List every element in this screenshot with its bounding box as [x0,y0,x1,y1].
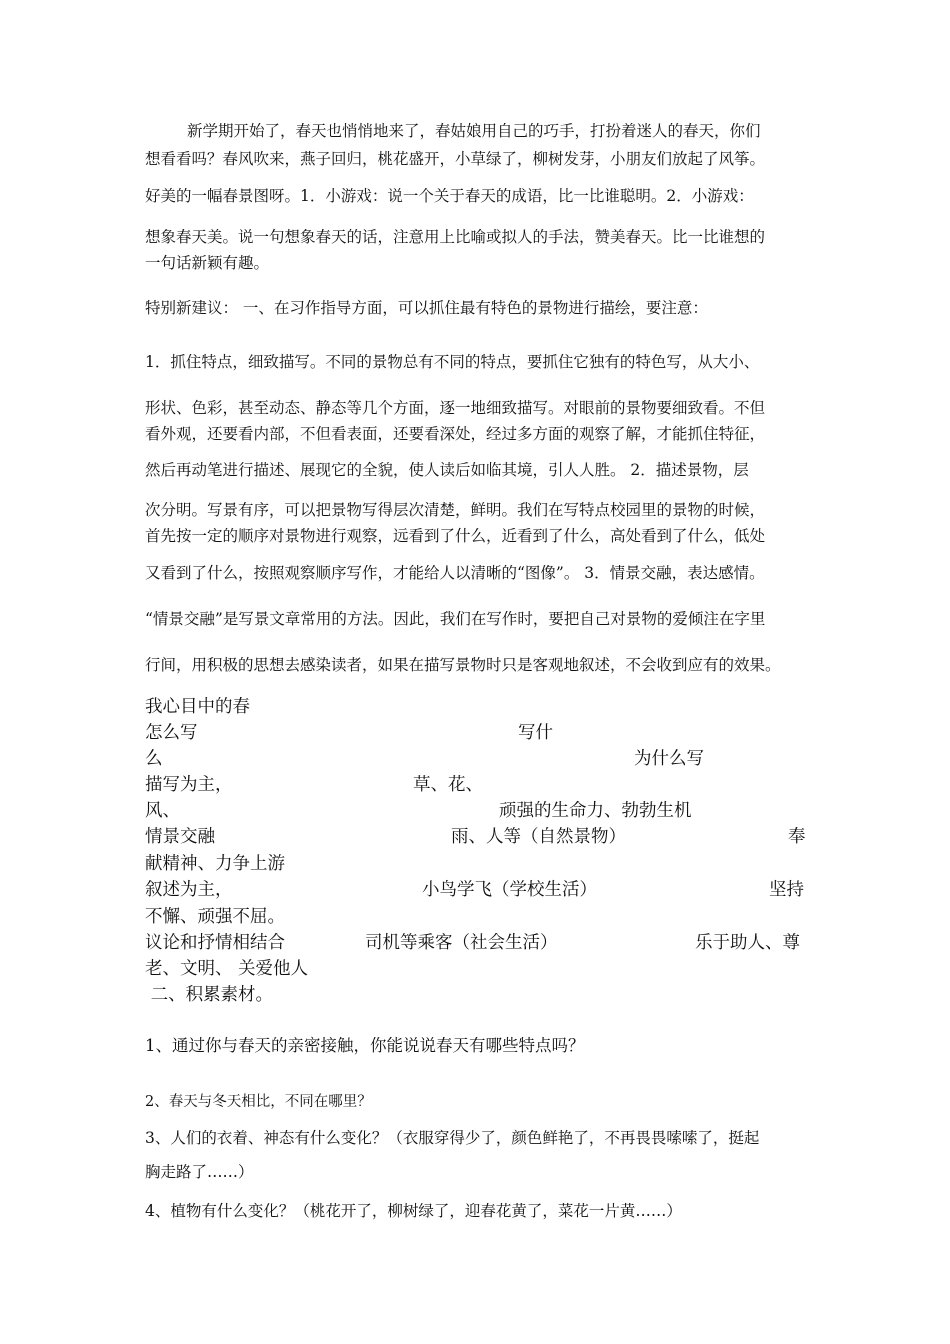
advice-line-6: 次分明。写景有序，可以把景物写得层次清楚，鲜明。我们在写特点校园里的景物的时候， [145,501,766,519]
advice-line-4: 看外观，还要看内部，不但看表面，还要看深处，经过多方面的观察了解，才能抓住特征， [145,425,766,443]
table-row-7-col-2: 小鸟学飞（学校生活） [422,880,597,900]
table-title: 我心目中的春 [145,697,250,717]
table-row-9-col-1: 议论和抒情相结合 [145,933,285,953]
advice-line-3: 形状、色彩，甚至动态、静态等几个方面，逐一地细致描写。对眼前的景物要细致看。不但 [145,399,766,417]
advice-line-9: “情景交融”是写景文章常用的方法。因此，我们在写作时，要把自己对景物的爱倾注在字里 [145,610,766,628]
table-row-6-col-1: 献精神、力争上游 [145,854,285,874]
intro-line-2: 想看看吗？春风吹来，燕子回归，桃花盛开，小草绿了，柳树发芽，小朋友们放起了风筝。 [145,150,766,168]
question-4: 4、植物有什么变化？（桃花开了，柳树绿了，迎春花黄了，菜花一片黄……） [145,1202,682,1220]
table-row-7-col-1: 叙述为主， [145,880,233,900]
advice-line-2: 1．抓住特点，细致描写。不同的景物总有不同的特点，要抓住它独有的特色写，从大小、 [145,353,760,371]
table-row-4-col-1: 风、 [145,801,180,821]
table-row-5-col-1: 情景交融 [145,827,215,847]
intro-line-3: 好美的一幅春景图呀。1．小游戏：说一个关于春天的成语，比一比谁聪明。2．小游戏： [145,187,754,205]
table-row-9-col-2: 司机等乘客（社会生活） [365,933,558,953]
table-row-1-col-1: 怎么写 [145,723,198,743]
advice-line-7: 首先按一定的顺序对景物进行观察，远看到了什么，近看到了什么，高处看到了什么，低处 [145,527,766,545]
table-row-9-col-3: 乐于助人、尊 [695,933,800,953]
table-row-8-col-1: 不懈、顽强不屈。 [145,907,285,927]
question-1: 1、通过你与春天的亲密接触，你能说说春天有哪些特点吗？ [145,1036,585,1055]
advice-heading: 特别新建议： 一、在习作指导方面，可以抓住最有特色的景物进行描绘，要注意： [145,299,708,317]
table-row-7-col-3: 坚持 [769,880,804,900]
table-row-5-col-3: 奉 [788,827,806,847]
intro-line-5: 一句话新颖有趣。 [145,254,270,272]
section-two-heading: 二、积累素材。 [145,985,274,1005]
table-row-3-col-1: 描写为主， [145,775,233,795]
intro-line-4: 想象春天美。说一句想象春天的话，注意用上比喻或拟人的手法，赞美春天。比一比谁想的 [145,228,766,246]
table-row-10-col-1: 老、文明、 关爱他人 [145,959,309,979]
advice-line-8: 又看到了什么，按照观察顺序写作，才能给人以清晰的“图像”。 3．情景交融，表达感情。 [145,564,765,582]
intro-line-1: 新学期开始了，春天也悄悄地来了，春姑娘用自己的巧手，打扮着迷人的春天，你们 [187,122,761,140]
table-row-5-col-2: 雨、人等（自然景物） [451,827,626,847]
advice-line-10: 行间，用积极的思想去感染读者，如果在描写景物时只是客观地叙述，不会收到应有的效果。 [145,656,781,674]
advice-line-5: 然后再动笔进行描述、展现它的全貌，使人读后如临其境，引人人胜。 2．描述景物，层 [145,461,749,479]
table-row-3-col-2: 草、花、 [413,775,483,795]
table-row-4-col-2: 顽强的生命力、勃勃生机 [499,801,692,821]
question-2: 2、春天与冬天相比，不同在哪里？ [145,1094,372,1110]
table-row-1-col-2: 写什 [518,723,553,743]
table-row-2-col-1: 么 [145,749,163,769]
question-3-line-1: 3、人们的衣着、神态有什么变化？（衣服穿得少了，颜色鲜艳了，不再畏畏嗦嗦了，挺起 [145,1129,760,1147]
table-row-2-col-2: 为什么写 [634,749,704,769]
question-3-line-2: 胸走路了……） [145,1163,254,1181]
